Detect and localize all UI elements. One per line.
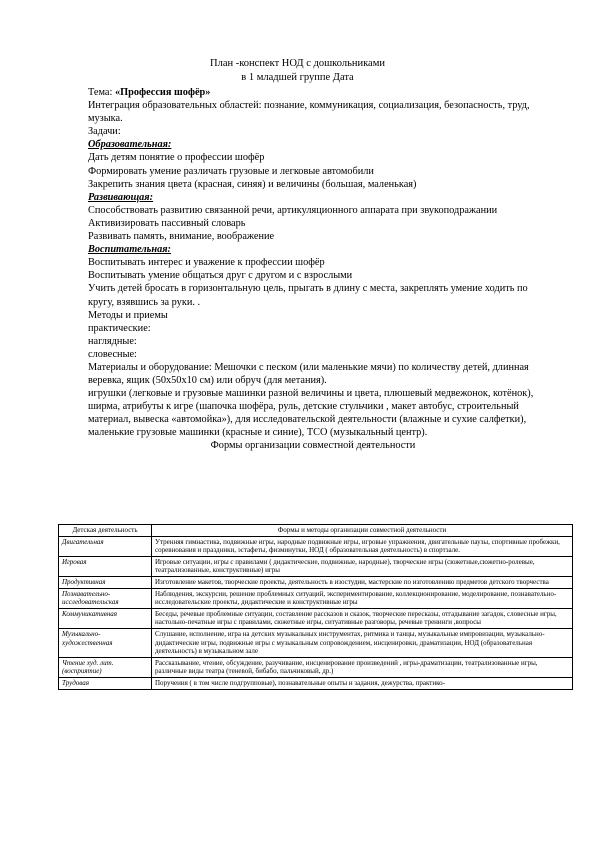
methods-verbal: словесные: xyxy=(88,348,137,360)
table-row xyxy=(59,556,573,576)
tasks-heading: Задачи: xyxy=(88,126,121,138)
topic-line xyxy=(88,86,538,99)
topic-value: «Профессия шофёр» xyxy=(114,87,211,98)
activity-type: Продуктивная xyxy=(59,576,152,588)
table-header-cell: Формы и методы организации совместной деятельности xyxy=(152,525,573,537)
table-row xyxy=(59,576,573,588)
activities-table xyxy=(58,524,573,690)
table-header-cell: Детская деятельность xyxy=(59,525,152,537)
upbringing-heading: Воспитательная: xyxy=(88,244,171,256)
methods-visual: наглядные: xyxy=(88,335,137,347)
table-row xyxy=(59,677,573,689)
educational-heading: Образовательная: xyxy=(88,139,172,151)
activity-type: Познавательно-исследовательская xyxy=(59,588,152,608)
lesson-body xyxy=(88,86,538,452)
edu-task-2: Формировать умение различать грузовые и легковые автомобили xyxy=(88,165,374,177)
activity-type: Чтение худ. лит. (восприятие) xyxy=(59,657,152,677)
activity-type: Игровая xyxy=(59,556,152,576)
activity-forms: Игровые ситуации, игры с правилами ( дидактические, подвижные, народные), творческие игры (сюжетные,сюжетно-ролевые, театрализованные, конструктивные) игры xyxy=(152,556,573,576)
topic-label: Тема: xyxy=(88,87,113,98)
activity-forms: Беседы, речевые проблемные ситуации, составление рассказов и сказок, творческие пересказы, отгадывание загадок, словесные игры, настольно-печатные игры с правилами, сюжетные игры, ситуативные разговоры, речевые тренинги ,вопросы xyxy=(152,608,573,628)
table-row xyxy=(59,628,573,657)
activity-type: Музыкально-художественная xyxy=(59,628,152,657)
developing-heading: Развивающая: xyxy=(88,191,154,203)
activity-type: Двигательная xyxy=(59,536,152,556)
toys-text: игрушки (легковые и грузовые машинки разной величины и цвета, плюшевый медвежонок, котёнок), ширма, атрибуты к игре (шапочка шофёра, руль, детские стульчики , макет автобус, строительный материал, вывеска «автомойка»), для исследовательской деятельности (влажные и сухие салфетки), маленькие грузовые машинки (красные и синие), ТСО (музыкальный центр). xyxy=(88,388,534,439)
up-task-1: Воспитывать интерес и уважение к профессии шофёр xyxy=(88,257,325,269)
document-subtitle: в 1 младшей группе Дата xyxy=(241,72,354,83)
up-task-2: Воспитывать умение общаться друг с другом и с взрослыми xyxy=(88,270,353,282)
table-row xyxy=(59,536,573,556)
document-title: План -конспект НОД с дошкольниками xyxy=(210,58,385,69)
activity-type: Коммуникативная xyxy=(59,608,152,628)
integration-text: Интеграция образовательных областей: познание, коммуникация, социализация, безопасность, труд, музыка. xyxy=(88,100,530,125)
activity-forms: Рассказывание, чтение, обсуждение, разучивание, инсценирование произведений , игры-драматизации, театрализованные игры, различные виды театра (теневой, бибабо, пальчиковый, др.) xyxy=(152,657,573,677)
table-header-row xyxy=(59,525,573,537)
table-row xyxy=(59,608,573,628)
table-row xyxy=(59,657,573,677)
methods-heading: Методы и приемы xyxy=(88,309,168,321)
methods-practical: практические: xyxy=(88,322,151,334)
table-row xyxy=(59,588,573,608)
activity-forms: Поручения ( в том числе подгрупповые), познавательные опыты и задания, дежурства, практико- xyxy=(152,677,573,689)
table-caption: Формы организации совместной деятельности xyxy=(210,439,416,451)
edu-task-1: Дать детям понятие о профессии шофёр xyxy=(88,152,265,164)
dev-task-3: Развивать память, внимание, воображение xyxy=(88,231,275,243)
dev-task-1: Способствовать развитию связанной речи, артикуляционного аппарата при звукоподражании xyxy=(88,204,498,216)
edu-task-3: Закрепить знания цвета (красная, синяя) и величины (большая, маленькая) xyxy=(88,178,417,190)
activity-forms: Изготовление макетов, творческие проекты, деятельность в изостудии, мастерские по изготовлению предметов детского творчества xyxy=(152,576,573,588)
activity-type: Трудовая xyxy=(59,677,152,689)
activity-forms: Слушание, исполнение, игра на детских музыкальных инструментах, ритмика и танцы, музыкальные импровизации, музыкально-дидактические игры, подвижные игры с музыкальным сопровождением, инсценировки, драматизации, НОД (образовательная деятельность) в музыкальном зале xyxy=(152,628,573,657)
activity-forms: Утренняя гимнастика, подвижные игры, народные подвижные игры, игровые упражнения, двигательные паузы, спортивные пробежки, соревнования и праздники, эстафеты, физминутки, НОД ( образовательная деятельность) в спортзале. xyxy=(152,536,573,556)
dev-task-2: Активизировать пассивный словарь xyxy=(88,217,246,229)
materials-text: Материалы и оборудование: Мешочки с песком (или маленькие мячи) по количеству детей, длинная веревка, ящик (50х50х10 см) или обруч (для метания). xyxy=(88,361,529,387)
activity-forms: Наблюдения, экскурсии, решение проблемных ситуаций, экспериментирование, коллекционирование, моделирование, познавательно-исследовательские проекты, дидактические и конструктивные игры xyxy=(152,588,573,608)
up-task-3: Учить детей бросать в горизонтальную цель, прыгать в длину с места, закреплять умение ходить по кругу, взявшись за руки. . xyxy=(88,283,528,308)
